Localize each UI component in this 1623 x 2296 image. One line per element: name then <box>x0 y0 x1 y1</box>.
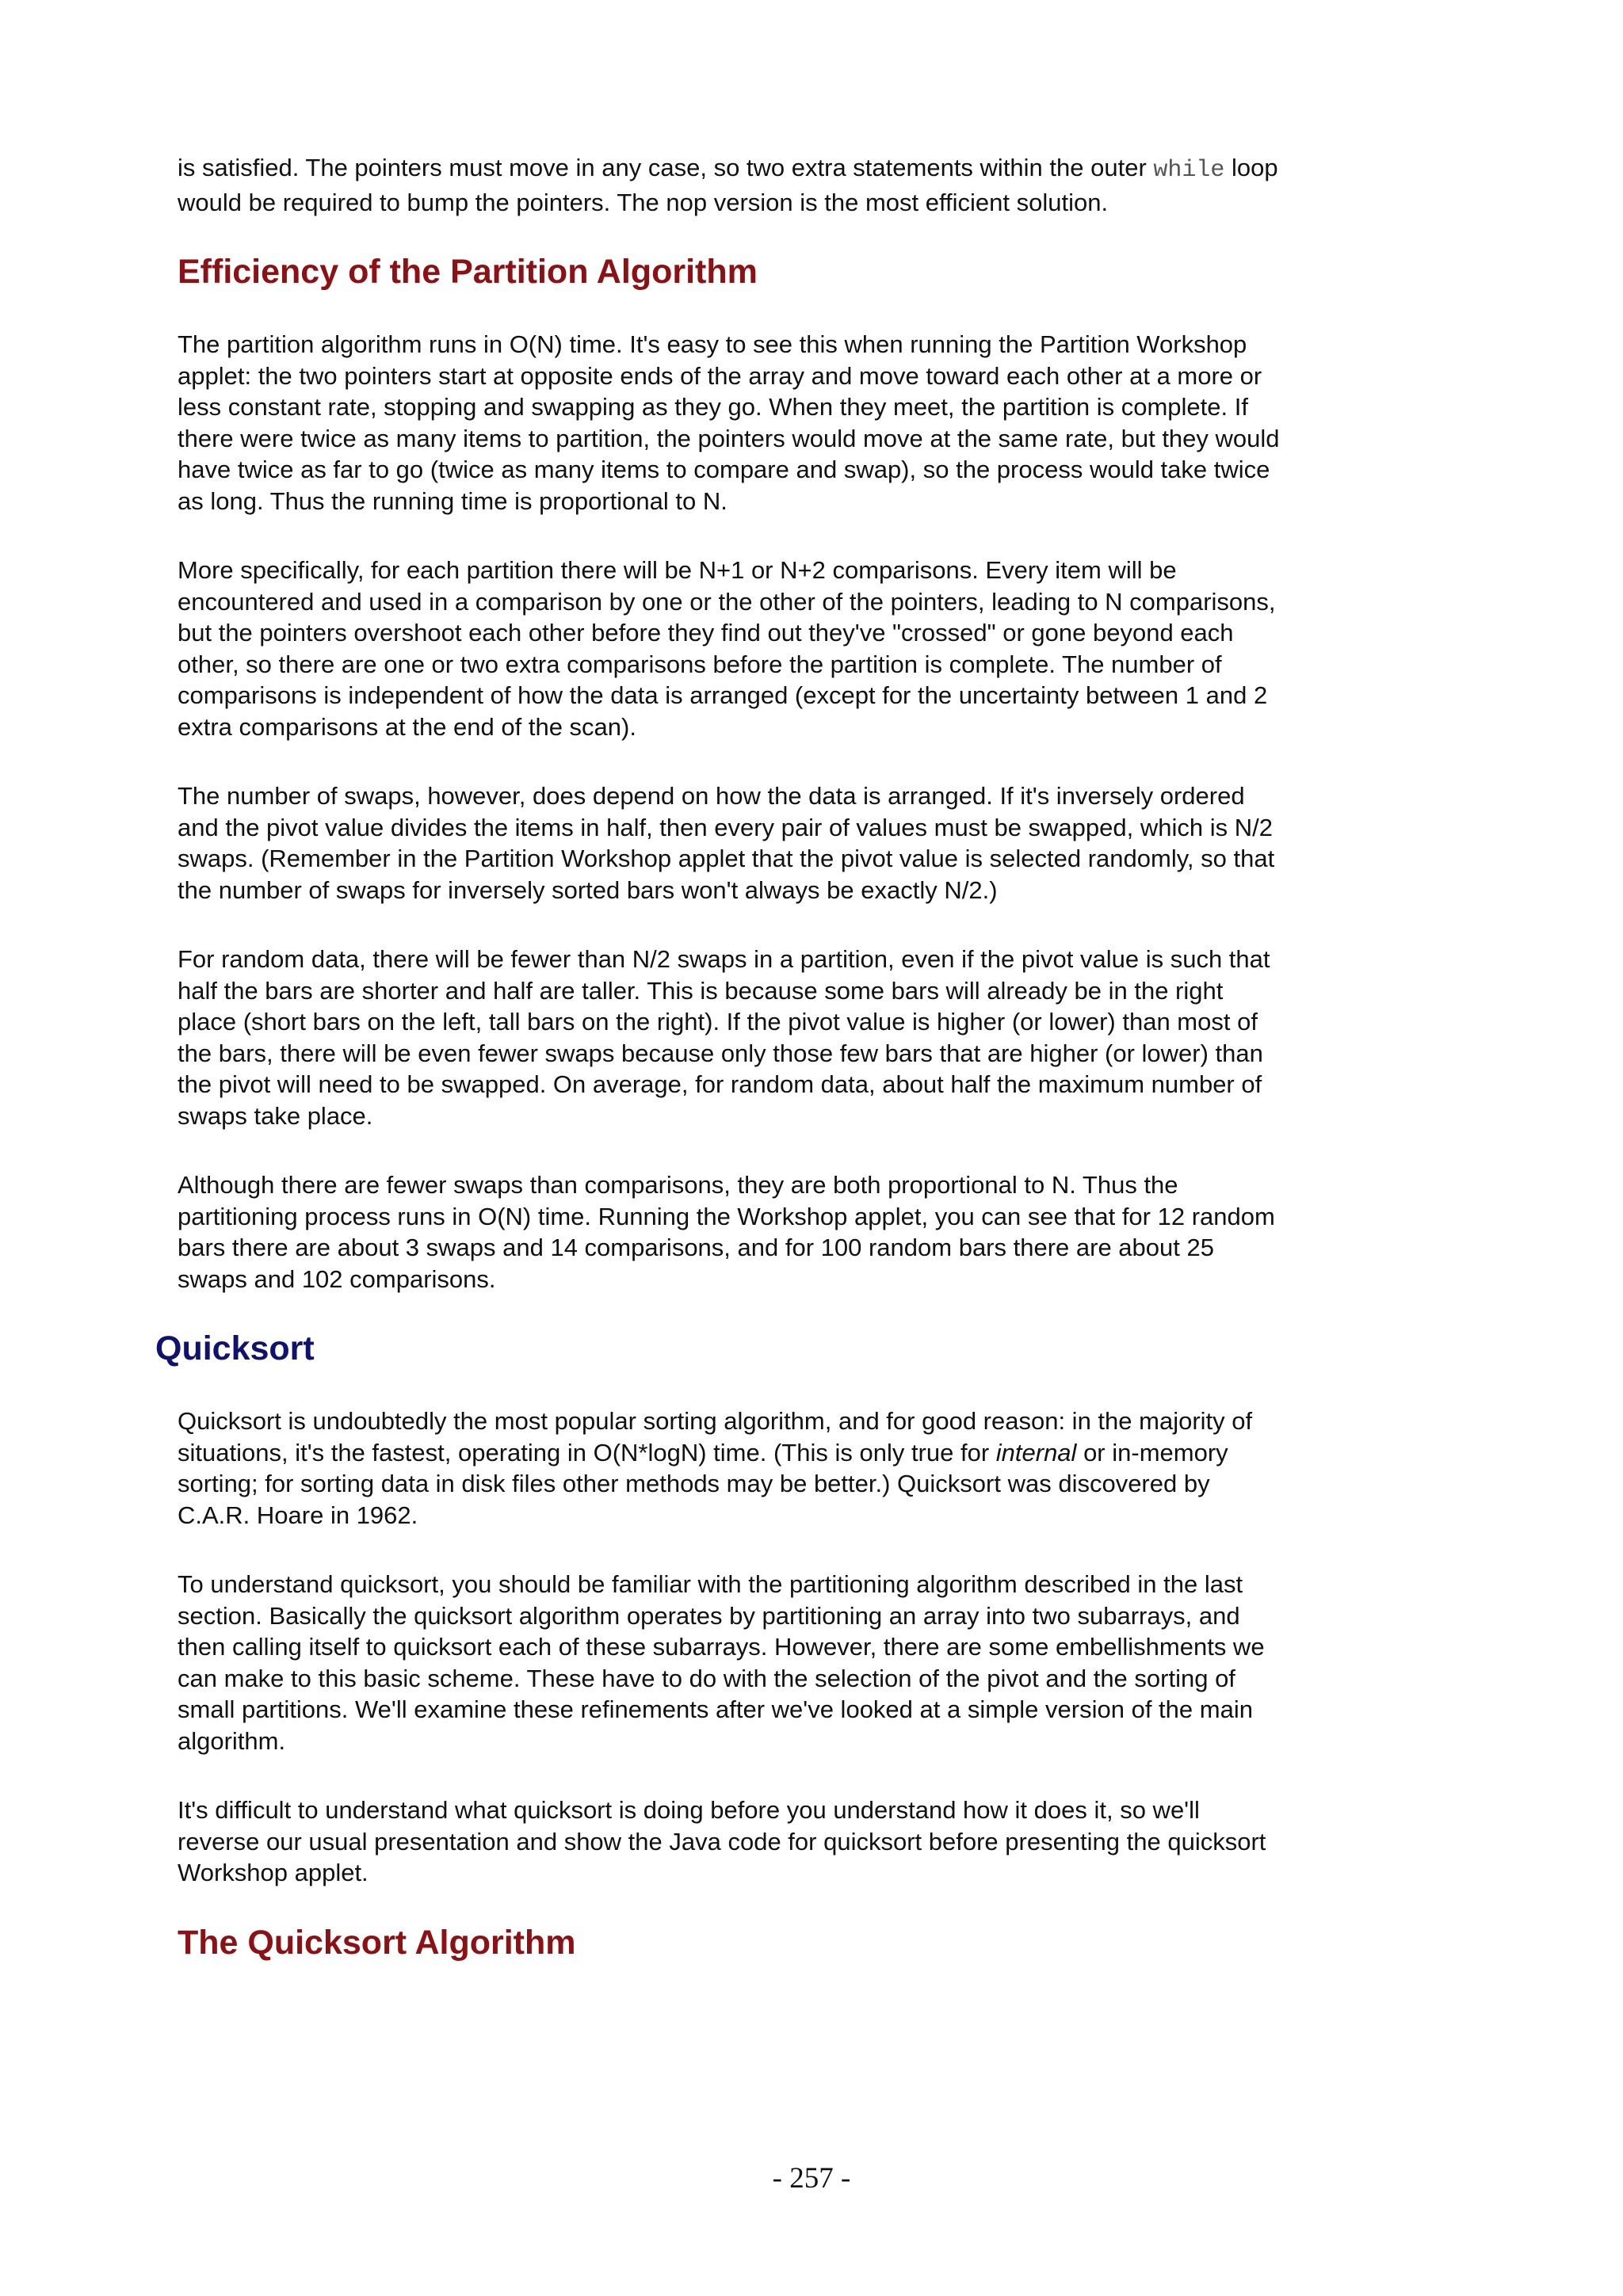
quicksort-paragraph-1 <box>178 1405 1287 1531</box>
intro-text-before-code: is satisfied. The pointers must move in any case, so two extra statements within the outer <box>178 154 1147 181</box>
efficiency-paragraph-1: The partition algorithm runs in O(N) time. It's easy to see this when running the Partition Workshop applet: the two pointers start at opposite ends of the array and move toward each other at a more or less constant rate, stopping and swapping as they go. When they meet, the partition is complete. If there were twice as many items to partition, the pointers would move at the same rate, but they would have twice as far to go (twice as many items to compare and swap), so the process would take twice as long. Thus the running time is proportional to N. <box>178 330 1280 515</box>
section-heading-efficiency: Efficiency of the Partition Algorithm <box>178 253 758 291</box>
chapter-heading-quicksort: Quicksort <box>155 1329 315 1367</box>
efficiency-paragraph-5: Although there are fewer swaps than comparisons, they are both proportional to N. Thus the partitioning process runs in O(N) time. Running the Workshop applet, you can see that for 12 random bars there are about 3 swaps and 14 comparisons, and for 100 random bars there are about 25 swaps and 102 comparisons. <box>178 1171 1275 1293</box>
page-content <box>155 152 1287 2000</box>
efficiency-paragraph-4: For random data, there will be fewer than N/2 swaps in a partition, even if the pivot value is such that half the bars are shorter and half are taller. This is because some bars will already be in the right place (short bars on the left, tall bars on the right). If the pivot value is higher (or lower) than most of the bars, there will be even fewer swaps because only those few bars that are higher (or lower) than the pivot will need to be swapped. On average, for random data, about half the maximum number of swaps take place. <box>178 945 1270 1130</box>
section-heading-quicksort-algorithm: The Quicksort Algorithm <box>178 1923 576 1962</box>
intro-text-after-code: loop would be required to bump the pointers. The nop version is the most efficient solution. <box>178 154 1278 216</box>
efficiency-paragraph-2: More specifically, for each partition there will be N+1 or N+2 comparisons. Every item will be encountered and used in a comparison by one or the other of the pointers, leading to N comparisons, but the pointers overshoot each other before they find out they've "crossed" or gone beyond each other, so there are one or two extra comparisons before the partition is complete. The number of comparisons is independent of how the data is arranged (except for the uncertainty between 1 and 2 extra comparisons at the end of the scan). <box>178 556 1276 741</box>
page-number: - 257 - <box>772 2162 851 2195</box>
intro-paragraph <box>178 152 1287 218</box>
efficiency-paragraph-3: The number of swaps, however, does depend on how the data is arranged. If it's inversely ordered and the pivot value divides the items in half, then every pair of values must be swapped, which is N/2 swaps. (Remember in the Partition Workshop applet that the pivot value is selected randomly, so that the number of swaps for inversely sorted bars won't always be exactly N/2.) <box>178 782 1275 904</box>
quicksort-p1-text-after: or in-memory sorting; for sorting data in disk files other methods may be better.) Quicksort was discovered by C.A.R. Hoare in 1962. <box>178 1438 1228 1529</box>
quicksort-p1-emphasis: internal <box>995 1438 1077 1466</box>
quicksort-paragraph-3: It's difficult to understand what quicksort is doing before you understand how it does it, so we'll reverse our usual presentation and show the Java code for quicksort before presenting the quicksort Workshop applet. <box>178 1796 1266 1886</box>
quicksort-p1-text-before: Quicksort is undoubtedly the most popular sorting algorithm, and for good reason: in the majority of situations, it's the fastest, operating in O(N*logN) time. (This is only true for <box>178 1407 1253 1466</box>
quicksort-paragraph-2: To understand quicksort, you should be familiar with the partitioning algorithm described in the last section. Basically the quicksort algorithm operates by partitioning an array into two subarrays, and then calling itself to quicksort each of these subarrays. However, there are some embellishments we can make to this basic scheme. These have to do with the selection of the pivot and the sorting of small partitions. We'll examine these refinements after we've looked at a simple version of the main algorithm. <box>178 1570 1265 1755</box>
inline-code-while: while <box>1153 157 1225 184</box>
